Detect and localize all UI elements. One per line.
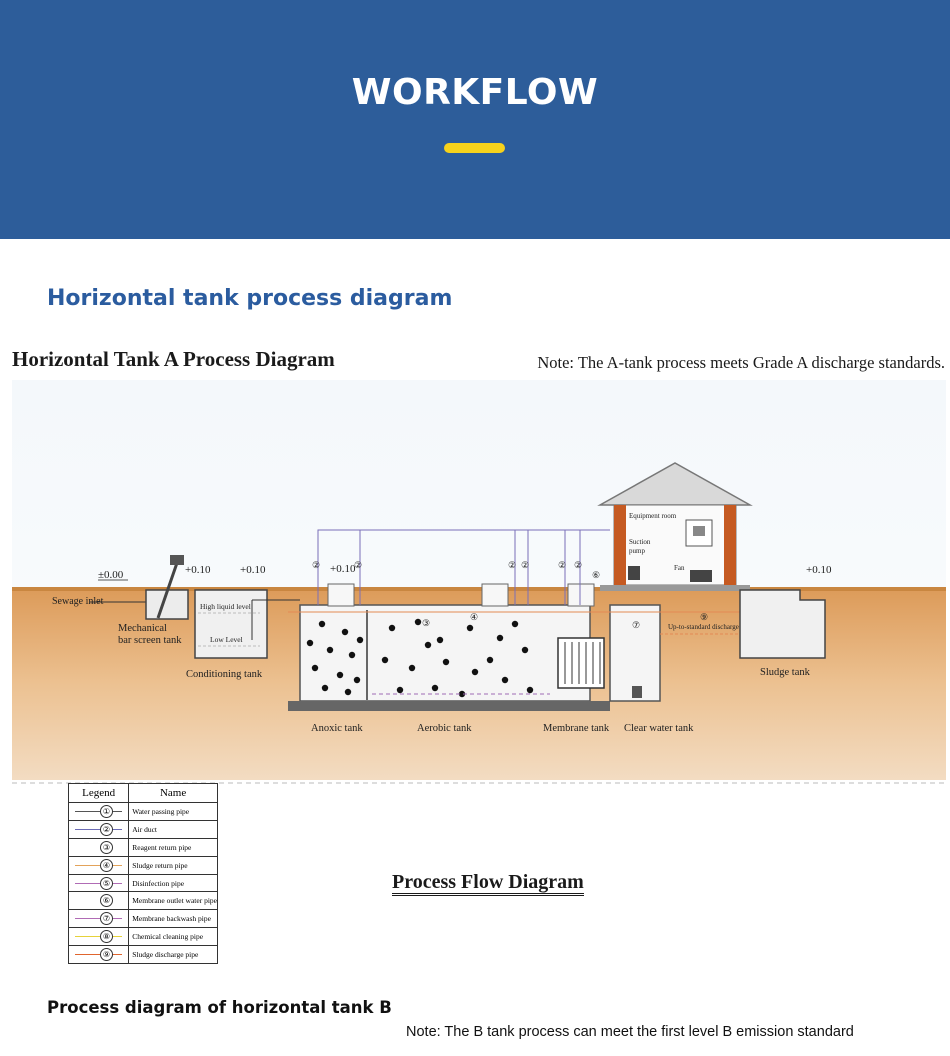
legend-row	[69, 874, 218, 892]
pipe-number-membrane-2: ②	[574, 560, 583, 570]
equipment-room-floor	[600, 585, 750, 591]
pipe-number-aerobic: ②	[508, 560, 517, 570]
fan-blower	[690, 570, 712, 582]
pipe-number-6: ⑥	[592, 570, 601, 580]
low-level-label: Low Level	[210, 635, 243, 644]
level-label-conditioning: +0.10	[240, 564, 266, 576]
anoxic-tank-label: Anoxic tank	[311, 723, 363, 734]
legend-name: Sludge discharge pipe	[129, 946, 218, 964]
diagram-a-title: Horizontal Tank A Process Diagram	[12, 347, 335, 371]
legend-symbol-number: ⑤	[100, 877, 113, 890]
pipe-number-membrane: ②	[558, 560, 567, 570]
legend-symbol	[69, 820, 129, 838]
brick-wall-left	[614, 505, 626, 585]
tank-b-note: Note: The B tank process can meet the first level B emission standard	[406, 1024, 854, 1040]
pipe-number-anoxic: ②	[312, 560, 321, 570]
legend-symbol	[69, 910, 129, 928]
conditioning-tank-label: Conditioning tank	[186, 669, 263, 680]
legend-name: Disinfection pipe	[129, 874, 218, 892]
legend-row	[69, 910, 218, 928]
legend-symbol	[69, 838, 129, 856]
discharge-label: Up-to-standard discharge	[668, 623, 739, 631]
equipment-room-label: Equipment room	[629, 512, 677, 520]
legend-line-sample	[75, 865, 122, 866]
level-label-inlet: ±0.00	[98, 569, 124, 581]
legend-line-sample	[75, 936, 122, 937]
fan-label: Fan	[674, 564, 685, 572]
legend-line-sample	[75, 918, 122, 919]
anoxic-hatch	[328, 584, 354, 606]
legend-name: Reagent return pipe	[129, 838, 218, 856]
legend-row	[69, 892, 218, 910]
membrane-hatch	[568, 584, 594, 606]
legend-line-sample	[75, 847, 122, 848]
clear-water-tank-label: Clear water tank	[624, 723, 694, 734]
aerobic-tank-label: Aerobic tank	[417, 723, 472, 734]
brick-wall-right	[724, 505, 736, 585]
bar-screen-motor	[170, 555, 184, 565]
legend-line-sample	[75, 954, 122, 955]
legend-symbol-number: ①	[100, 805, 113, 818]
legend-row	[69, 928, 218, 946]
process-flow-title: Process Flow Diagram	[392, 871, 584, 896]
legend-row	[69, 838, 218, 856]
legend-symbol-number: ②	[100, 823, 113, 836]
legend-row	[69, 820, 218, 838]
level-label-screen: +0.10	[185, 564, 211, 576]
legend-name: Water passing pipe	[129, 803, 218, 821]
legend-header-symbol: Legend	[69, 784, 129, 803]
high-liquid-level-label: High liquid level	[200, 602, 251, 611]
clear-water-pump	[632, 686, 642, 698]
tank-b-heading: Process diagram of horizontal tank B	[47, 998, 392, 1017]
membrane-tank-label: Membrane tank	[543, 723, 610, 734]
legend-symbol	[69, 856, 129, 874]
legend-name: Air duct	[129, 820, 218, 838]
pipe-number-7: ⑦	[632, 620, 641, 630]
legend-rows	[69, 803, 218, 964]
legend-name: Sludge return pipe	[129, 856, 218, 874]
aerobic-hatch	[482, 584, 508, 606]
diagram-a-note: Note: The A-tank process meets Grade A discharge standards.	[537, 353, 945, 372]
legend-line-sample	[75, 811, 122, 812]
sewage-inlet-label: Sewage inlet	[52, 596, 104, 607]
legend-name: Membrane outlet water pipe	[129, 892, 218, 910]
legend-name: Chemical cleaning pipe	[129, 928, 218, 946]
control-panel-screen	[693, 526, 705, 536]
legend-symbol-number: ⑦	[100, 912, 113, 925]
legend-symbol-number: ⑨	[100, 948, 113, 961]
pipe-number-9: ⑨	[700, 612, 709, 622]
legend-symbol	[69, 946, 129, 964]
section-heading: Horizontal tank process diagram	[47, 286, 453, 311]
mechanical-label-1: Mechanical	[118, 623, 167, 634]
level-label-sludge: +0.10	[806, 564, 832, 576]
legend-line-sample	[75, 900, 122, 901]
legend-line-sample	[75, 829, 122, 830]
pipe-number-aerobic-2: ②	[521, 560, 530, 570]
legend-symbol	[69, 928, 129, 946]
legend-table	[68, 783, 218, 964]
main-tank-body	[300, 605, 590, 701]
legend-symbol-number: ⑧	[100, 930, 113, 943]
legend-symbol-number: ④	[100, 859, 113, 872]
suction-pump-label-1: Suction	[629, 538, 651, 546]
legend-row	[69, 946, 218, 964]
banner-title: WORKFLOW	[351, 72, 599, 113]
legend-row	[69, 856, 218, 874]
suction-pump	[628, 566, 640, 580]
main-tank-base	[288, 701, 610, 711]
sludge-tank	[740, 590, 825, 658]
legend-symbol	[69, 892, 129, 910]
sludge-tank-label: Sludge tank	[760, 667, 810, 678]
mechanical-label-2: bar screen tank	[118, 635, 182, 646]
legend-symbol-number: ⑥	[100, 894, 113, 907]
legend-header	[69, 784, 218, 803]
pipe-number-3: ③	[422, 618, 431, 628]
pipe-number-anoxic-2: ②	[354, 560, 363, 570]
legend-symbol-number: ③	[100, 841, 113, 854]
legend-row	[69, 803, 218, 821]
suction-pump-label-2: pump	[629, 547, 645, 555]
level-label-main: +0.10	[330, 563, 356, 575]
pipe-number-4: ④	[470, 612, 479, 622]
legend-line-sample	[75, 883, 122, 884]
legend-symbol	[69, 803, 129, 821]
legend-name: Membrane backwash pipe	[129, 910, 218, 928]
legend-header-name: Name	[129, 784, 218, 803]
legend-symbol	[69, 874, 129, 892]
